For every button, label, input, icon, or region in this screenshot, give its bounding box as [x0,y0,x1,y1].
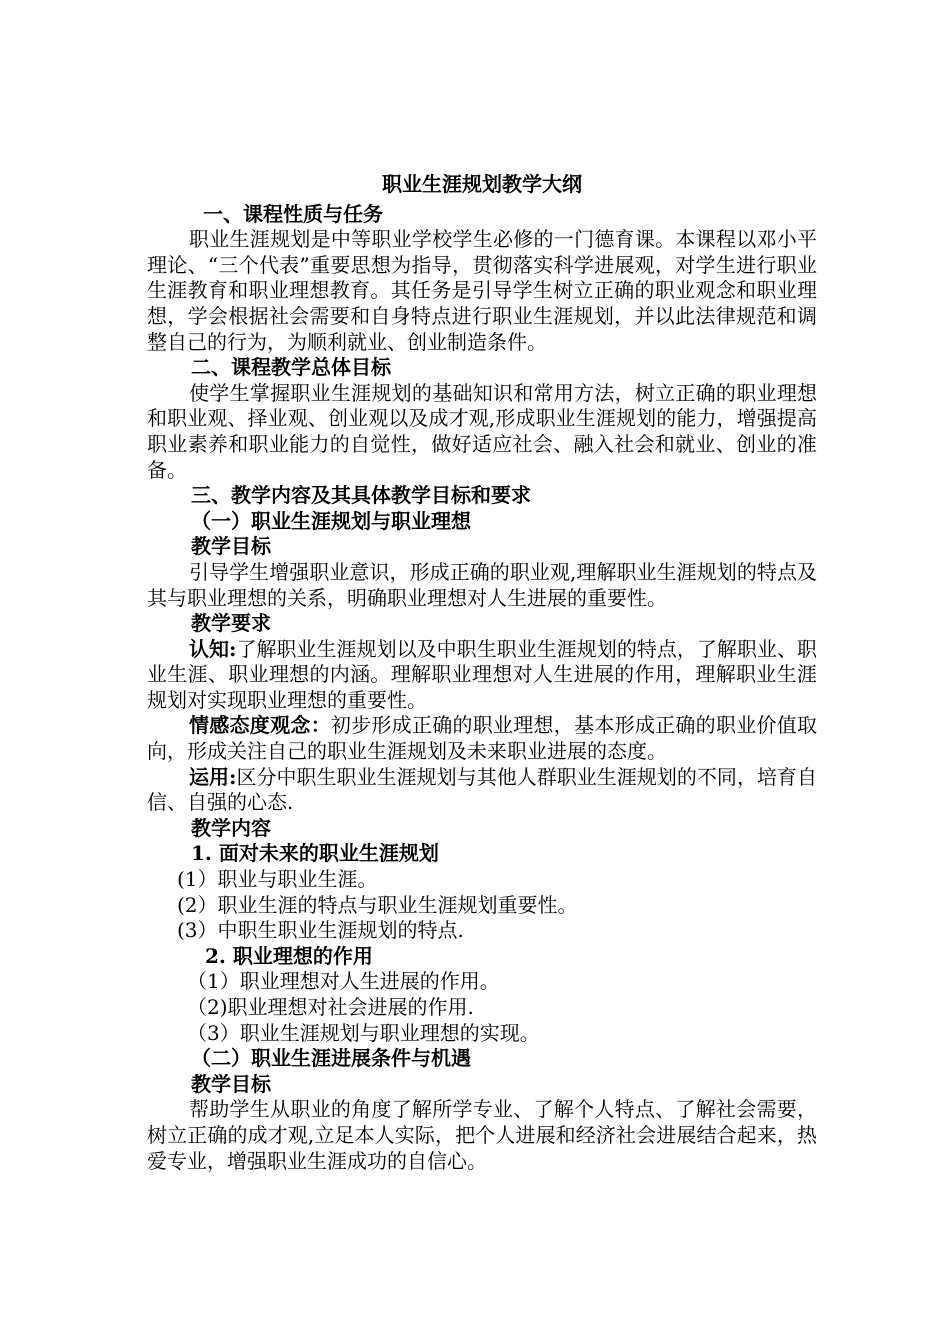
application-label: 运用: [189,764,237,789]
content-1-heading: 1. 面对未来的职业生涯规划 [191,841,439,866]
unit-2-goal-body: 帮助学生从职业的角度了解所学专业、了解个人特点、了解社会需要，树立正确的成才观,立足本人实际，把个人进展和经济社会进展结合起来，热爱专业，增强职业生涯成功的自信心。 [147,1097,817,1173]
content-2-heading: 2. 职业理想的作用 [205,943,373,968]
unit-1-content-label: 教学内容 [191,815,271,840]
application-body: 区分中职生职业生涯规划与其他人群职业生涯规划的不同，培育自信、自强的心态. [147,764,818,815]
unit-1-goal-label: 教学目标 [191,534,271,559]
cognition-label: 认知: [189,636,237,661]
section-1-body: 职业生涯规划是中等职业学校学生必修的一门德育课。本课程以邓小平理论、“三个代表”重要思想为指导，贯彻落实科学进展观，对学生进行职业生涯教育和职业理想教育。其任务是引导学生树立正确的职业观念和职业理想，学会根据社会需要和自身特点进行职业生涯规划，并以此法律规范和调整自己的行为，为顺利就业、创业制造条件。 [147,227,817,354]
unit-2-heading: （二）职业生涯进展条件与机遇 [191,1046,471,1071]
list-item: （3）职业生涯规划与职业理想的实现。 [187,1020,540,1045]
attitude-paragraph [147,713,817,764]
section-heading-2: 二、课程教学总体目标 [191,355,391,380]
document-page [147,172,817,1174]
list-item: （1）职业理想对人生进展的作用。 [187,969,500,994]
unit-2-goal-label: 教学目标 [191,1071,271,1096]
section-heading-3: 三、教学内容及其具体教学目标和要求 [191,483,531,508]
unit-1-goal-body: 引导学生增强职业意识，形成正确的职业观,理解职业生涯规划的特点及其与职业理想的关系，明确职业理想对人生进展的重要性。 [147,559,817,610]
document-title: 职业生涯规划教学大纲 [382,172,582,196]
list-item: （2)职业理想对社会进展的作用. [187,995,474,1019]
attitude-label: 情感态度观念： [189,713,331,738]
application-paragraph [147,765,817,816]
list-item: (1）职业与职业生涯。 [177,867,378,892]
list-item: (2）职业生涯的特点与职业生涯规划重要性。 [177,892,578,917]
cognition-paragraph [147,637,817,714]
section-heading-1: 一、课程性质与任务 [203,201,383,226]
attitude-body: 初步形成正确的职业理想，基本形成正确的职业价值取向，形成关注自己的职业生涯规划及未来职业进展的态度。 [147,713,818,764]
list-item: (3）中职生职业生涯规划的特点. [177,918,464,943]
cognition-body: 了解职业生涯规划以及中职生职业生涯规划的特点，了解职业、职业生涯、职业理想的内涵。理解职业理想对人生进展的作用，理解职业生涯规划对实现职业理想的重要性。 [147,636,818,712]
section-2-body: 使学生掌握职业生涯规划的基础知识和常用方法，树立正确的职业理想和职业观、择业观、创业观以及成才观,形成职业生涯规划的能力，增强提高职业素养和职业能力的自觉性，做好适应社会、融入社会和就业、创业的准备。 [147,380,817,482]
unit-1-requirements-label: 教学要求 [191,611,271,636]
unit-1-heading: （一）职业生涯规划与职业理想 [191,508,471,533]
